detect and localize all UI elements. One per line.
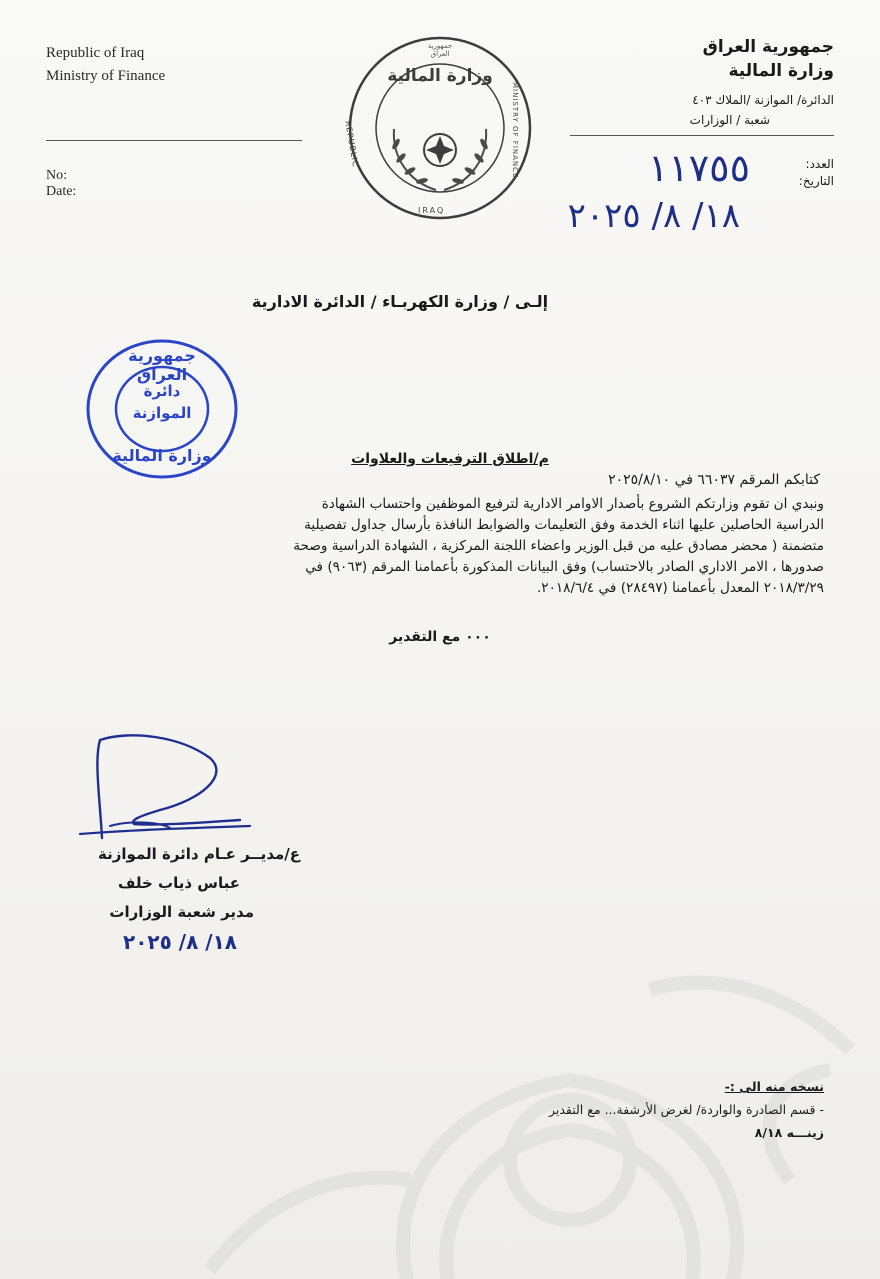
body-line: متضمنة ( محضر مصادق عليه من قبل الوزير واعضاء اللجنة المركزية ، الشهادة الدراسية وصحة: [293, 538, 824, 554]
letter-body: [70, 494, 824, 599]
stamp-middle-text-2: الموازنة: [132, 404, 192, 422]
header-ar-section: شعبة / الوزارات: [689, 113, 770, 127]
seal-center-text: وزارة المالية: [387, 66, 493, 86]
header-en-divider: [46, 140, 302, 141]
header-ar-date-label: التاريخ:: [798, 174, 834, 188]
body-line: صدورها ، الامر الاداري الصادر بالاحتساب) وفق البيانات المذكورة بأعمامنا المرقم (٩٠٦٣) في: [305, 559, 824, 575]
header-ar-ministry: وزارة المالية: [728, 61, 834, 81]
seal-ring-left: REPUBLIC: [343, 120, 361, 169]
seal-top-text: جمهورية العراق: [427, 42, 453, 58]
header-en-country: Republic of Iraq: [46, 45, 145, 61]
header-ar-no-label: العدد:: [805, 157, 834, 171]
signature-date: ١٨/ ٨/ ٢٠٢٥: [122, 930, 238, 954]
header-ar-country: جمهورية العراق: [702, 37, 834, 57]
stamp-top-text: جمهورية العراق: [128, 346, 196, 384]
handwritten-number: ١١٧٥٥: [647, 146, 750, 190]
signature-title: ع/مديــر عـام دائرة الموازنة: [98, 845, 300, 863]
letter-reference: كتابكم المرقم ٦٦٠٣٧ في ٢٠٢٥/٨/١٠: [608, 472, 820, 488]
copies-footer: زينـــه ٨/١٨: [754, 1125, 824, 1140]
handwritten-date: ١٨/ ٨/ ٢٠٢٥: [567, 196, 740, 236]
header-en-ministry: Ministry of Finance: [46, 68, 166, 84]
header-ar-department: الدائرة/ الموازنة /الملاك ٤٠٣: [692, 93, 834, 107]
ministry-seal: [346, 34, 534, 222]
letter-subject: م/اطلاق الترفيعات والعلاوات: [351, 451, 549, 467]
body-line: ونبدي ان تقوم وزارتكم الشروع بأصدار الاوامر الادارية لترفيع الموظفين واحتساب الشهادة: [321, 496, 824, 512]
body-line: الدراسية الحاصلين عليها اثناء الخدمة وفق التعليمات والضوابط النافذة بأرسال جداول تفصيلية: [304, 517, 824, 533]
letter-to: إلـى / وزارة الكهربـاء / الدائرة الادارية: [251, 292, 549, 311]
body-line: ٢٠١٨/٣/٢٩ المعدل بأعمامنا (٢٨٤٩٧) في ٢٠١٨/٦/٤.: [536, 580, 824, 596]
letter-closing: ٠٠٠ مع التقدير: [389, 629, 491, 645]
header-en-date-label: Date:: [46, 184, 77, 199]
signature-name: عباس ذياب خلف: [118, 874, 240, 892]
seal-ring-bottom: IRAQ: [418, 206, 446, 215]
copies-item: - قسم الصادرة والواردة/ لغرض الأرشفة... مع التقدير: [548, 1102, 824, 1117]
seal-ring-right: MINISTRY OF FINANCE: [511, 82, 519, 179]
header-ar-divider: [570, 135, 834, 136]
header-en-no-label: No:: [46, 168, 67, 183]
stamp-bottom-text: وزارة المالية: [112, 446, 212, 465]
stamp-middle-text-1: دائرة: [143, 382, 181, 400]
handwritten-signature: [70, 730, 270, 846]
signature-role: مدير شعبة الوزارات: [109, 903, 254, 921]
copies-heading: نسخه منه الى :-: [724, 1079, 824, 1094]
